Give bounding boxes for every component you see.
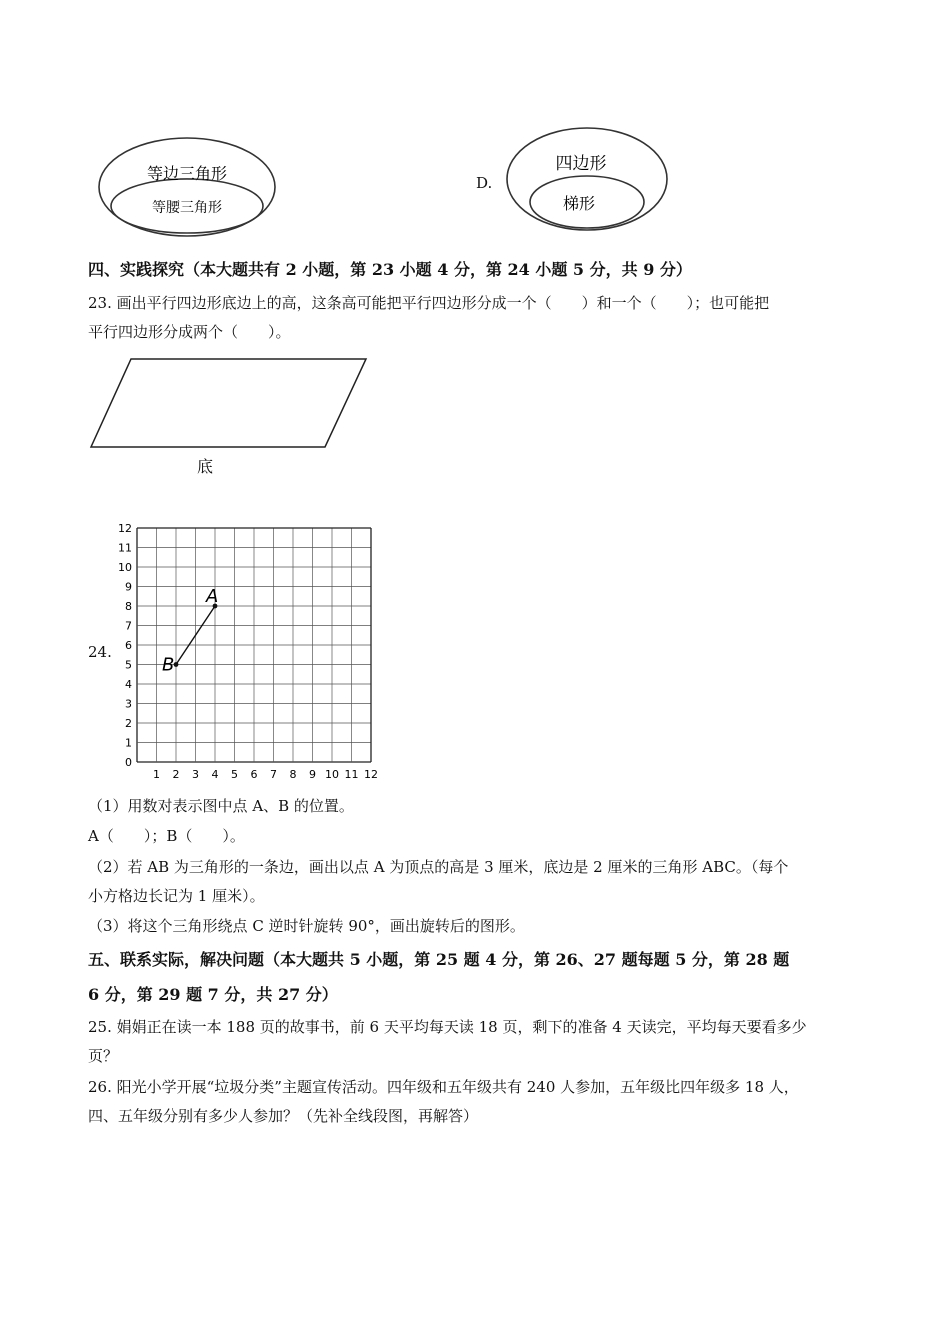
base-label: 底 [197, 457, 214, 476]
venn-diagram-quadrilateral-trapezoid [503, 125, 673, 235]
x-tick-label: 4 [211, 768, 219, 781]
y-tick-label: 7 [125, 619, 132, 633]
y-tick-label: 9 [125, 580, 132, 594]
y-tick-label: 8 [125, 600, 132, 613]
x-tick-label: 2 [172, 768, 180, 781]
q24-sub2-line1: （2）若 AB 为三角形的一条边，画出以点 A 为顶点的高是 3 厘米，底边是 2 厘米的三角形 ABC。（每个 [88, 858, 789, 876]
q24-sub3: （3）将这个三角形绕点 C 逆时针旋转 90°，画出旋转后的图形。 [88, 917, 525, 935]
x-tick-label: 12 [364, 768, 378, 781]
x-tick-label: 11 [344, 768, 359, 781]
parallelogram-figure [85, 352, 375, 452]
y-tick-label: 1 [125, 736, 132, 750]
section-5-title-line1: 五、联系实际，解决问题（本大题共 5 小题，第 25 题 4 分，第 26、27 题每题 5 分，第 28 题 [88, 950, 790, 969]
option-label-d: D. [476, 174, 493, 192]
q24-sub2-line2: 小方格边长记为 1 厘米）。 [88, 887, 265, 905]
q24-number: 24. [88, 643, 112, 661]
y-tick-label: 10 [118, 561, 132, 574]
q24-sub1-answer: A（ ）；B（ ）。 [88, 827, 245, 845]
q25-text-line1: 25. 娟娟正在读一本 188 页的故事书，前 6 天平均每天读 18 页，剩下的准备 4 天读完，平均每天要看多少 [88, 1018, 807, 1036]
q23-text-line2: 平行四边形分成两个（ ）。 [88, 323, 291, 341]
x-tick-label: 9 [309, 768, 316, 781]
x-tick-label: 10 [325, 768, 339, 781]
x-tick-label: 5 [231, 768, 238, 781]
q26-text-line2: 四、五年级分别有多少人参加？（先补全线段图，再解答） [88, 1107, 479, 1125]
y-tick-label: 2 [125, 717, 132, 730]
x-tick-label: 7 [270, 768, 277, 781]
x-tick-label: 8 [289, 768, 297, 781]
section-5-title-line2: 6 分，第 29 题 7 分，共 27 分） [88, 985, 338, 1004]
point-a-label: A [206, 586, 219, 607]
x-tick-label: 6 [250, 768, 258, 781]
y-tick-label: 12 [118, 522, 132, 535]
x-tick-label: 1 [153, 768, 160, 781]
venn-inner-label: 等腰三角形 [152, 200, 222, 216]
outer-ellipse [507, 128, 667, 230]
venn-outer-label: 等边三角形 [146, 164, 228, 183]
y-tick-label: 4 [125, 678, 132, 691]
venn-outer-label: 四边形 [555, 154, 607, 174]
y-tick-label: 6 [125, 639, 132, 652]
coordinate-grid [112, 518, 382, 783]
grid-lines [137, 528, 371, 762]
q23-text-line1: 23. 画出平行四边形底边上的高，这条高可能把平行四边形分成一个（ ）和一个（ ）；也可能把 [88, 294, 770, 312]
y-tick-label: 5 [125, 658, 132, 672]
x-tick-label: 3 [192, 768, 199, 781]
point-b-label: B [162, 654, 175, 676]
venn-inner-label: 梯形 [562, 194, 596, 213]
q26-text-line1: 26. 阳光小学开展“垃圾分类”主题宣传活动。四年级和五年级共有 240 人参加，五年级比四年级多 18 人， [88, 1078, 799, 1096]
q24-sub1: （1）用数对表示图中点 A、B 的位置。 [88, 797, 354, 815]
y-tick-label: 11 [118, 541, 132, 555]
section-4-title: 四、实践探究（本大题共有 2 小题，第 23 小题 4 分，第 24 小题 5 分，共 9 分） [88, 260, 692, 279]
y-tick-label: 0 [125, 756, 132, 769]
y-tick-label: 3 [125, 697, 132, 711]
q25-text-line2: 页？ [88, 1047, 119, 1065]
venn-diagram-equilateral-isosceles [95, 135, 280, 240]
parallelogram [91, 359, 366, 447]
